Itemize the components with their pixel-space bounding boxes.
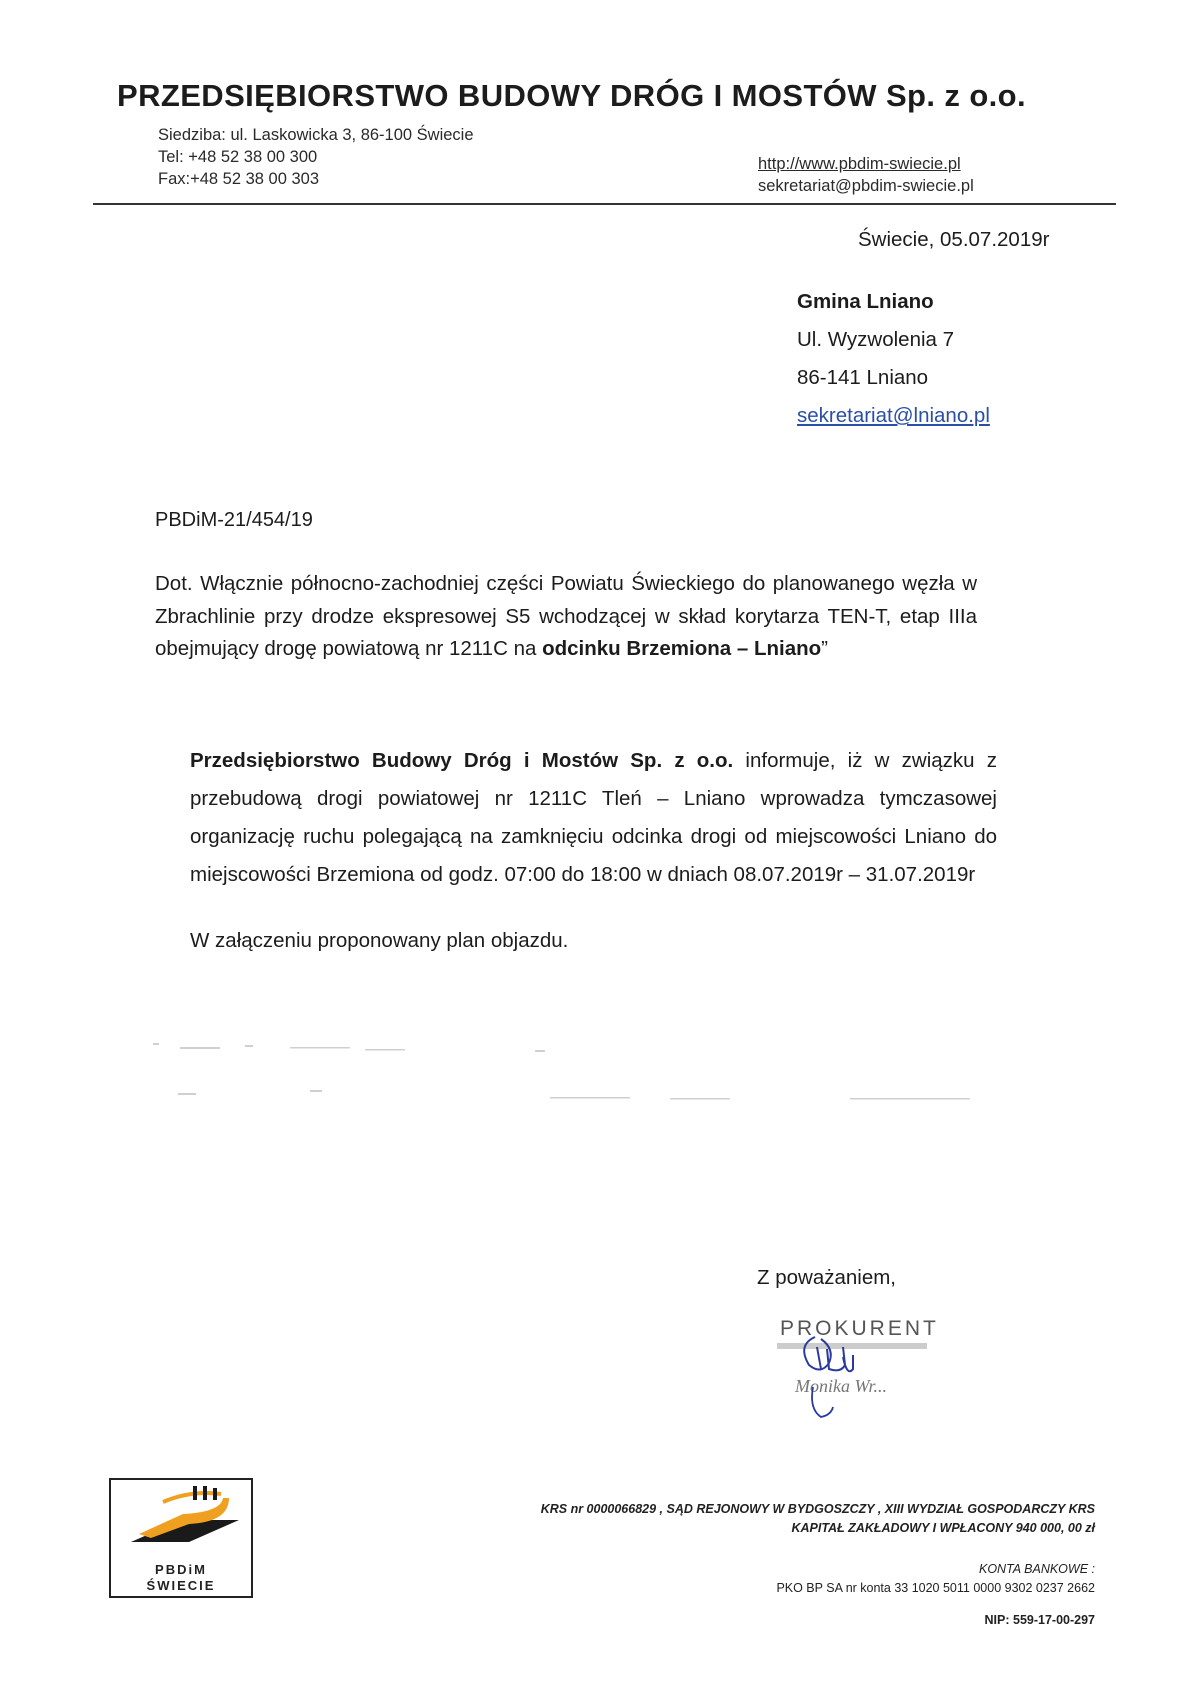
attachment-note: W załączeniu proponowany plan objazdu. [190,929,569,952]
subject-paragraph [155,568,977,666]
bank-label: KONTA BANKOWE : [979,1562,1095,1576]
letter-date: Świecie, 05.07.2019r [858,228,1050,251]
stamp-name: Monika Wr... [795,1376,887,1396]
road-logo-icon [111,1480,251,1560]
registry-capital: KAPITAŁ ZAKŁADOWY I WPŁACONY 940 000, 00 zł [791,1521,1095,1535]
subject-tail: ” [821,637,828,660]
body-company-name: Przedsiębiorstwo Budowy Dróg i Mostów Sp. z o.o. [190,749,734,772]
addressee-city: 86-141 Lniano [797,366,929,389]
company-fax: Fax:+48 52 38 00 303 [158,170,320,188]
signature-scribble [804,1337,853,1371]
company-logo [109,1478,253,1598]
company-online [758,153,974,197]
registry-info [420,1500,1095,1538]
addressee-street: Ul. Wyzwolenia 7 [797,328,955,351]
subject-text: Dot. Włącznie północno-zachodniej części Powiatu Świeckiego do planowanego węzła w Zbrachlinie przy drodze ekspresowej S5 wchodzącej w skład korytarza TEN-T, etap IIIa obejmujący drogę powiatową nr 1211C na [155,572,977,660]
registry-krs: KRS nr 0000066829 , SĄD REJONOWY W BYDGOSZCZY , XIII WYDZIAŁ GOSPODARCZY KRS [540,1502,1095,1516]
bank-account: PKO BP SA nr konta 33 1020 5011 0000 9302 0237 2662 [776,1581,1095,1595]
subject-bold: odcinku Brzemiona – Lniano [542,637,822,660]
bank-info [560,1560,1095,1598]
logo-text-line2: ŚWIECIE [146,1578,216,1593]
tax-id: NIP: 559-17-00-297 [984,1613,1095,1627]
stamp-title: PROKURENT [780,1317,939,1340]
body-text: informuje, iż w związku z przebudową drogi powiatowej nr 1211C Tleń – Lniano wprowadza tymczasowej organizację ruchu polegającą na zamknięciu odcinka drogi od miejscowości Lniano do miejscowości Brzemiona od godz. 07:00 do 18:00 w dniach 08.07.2019r – 31.07.2019r [190,749,997,886]
header-divider [93,203,1116,205]
reference-number: PBDiM-21/454/19 [155,509,313,531]
company-phone: Tel: +48 52 38 00 300 [158,148,318,166]
company-website-link[interactable]: http://www.pbdim-swiecie.pl [758,155,961,173]
signature-stamp [765,1307,945,1427]
body-paragraph [190,742,997,894]
company-name: PRZEDSIĘBIORSTWO BUDOWY DRÓG I MOSTÓW Sp. z o.o. [117,78,1027,113]
logo-text-line1: PBDiM [155,1562,207,1577]
addressee-block [797,283,990,435]
addressee-email-link[interactable]: sekretariat@lniano.pl [797,404,990,427]
company-email[interactable]: sekretariat@pbdim-swiecie.pl [758,177,974,195]
company-contact [158,124,474,190]
faint-print-marks [150,1035,1000,1105]
company-seat: Siedziba: ul. Laskowicka 3, 86-100 Świecie [158,126,474,144]
addressee-name: Gmina Lniano [797,290,934,313]
closing-regards: Z poważaniem, [757,1266,897,1289]
